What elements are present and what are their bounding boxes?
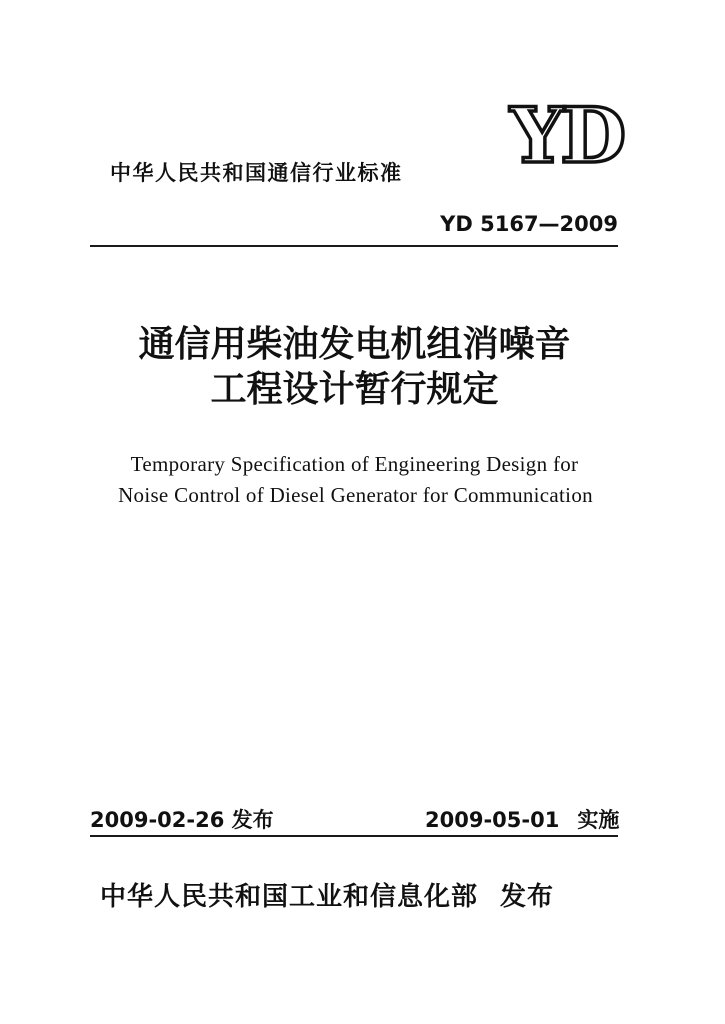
issue-date-block (90, 804, 274, 834)
implementation-date-block (425, 804, 619, 834)
chinese-title-line-2: 工程设计暂行规定 (210, 368, 499, 410)
publisher-block (100, 876, 554, 913)
issue-label: 发布 (231, 808, 274, 832)
english-title-line-2: Noise Control of Diesel Generator for Communication (118, 483, 593, 507)
publisher-action: 发布 (500, 882, 555, 912)
implementation-label: 实施 (577, 808, 620, 832)
chinese-title-line-1: 通信用柴油发电机组消噪音 (138, 323, 571, 365)
standard-number: YD 5167—2009 (440, 212, 618, 236)
yd-logo: YD (510, 91, 623, 180)
english-title-line-1: Temporary Specification of Engineering Design for (130, 452, 579, 476)
publisher-name: 中华人民共和国工业和信息化部 (100, 882, 479, 912)
bottom-divider (90, 835, 618, 837)
top-divider (90, 245, 618, 247)
standard-category: 中华人民共和国通信行业标准 (110, 161, 403, 185)
issue-date: 2009-02-26 (90, 808, 225, 832)
implementation-date: 2009-05-01 (425, 808, 560, 832)
